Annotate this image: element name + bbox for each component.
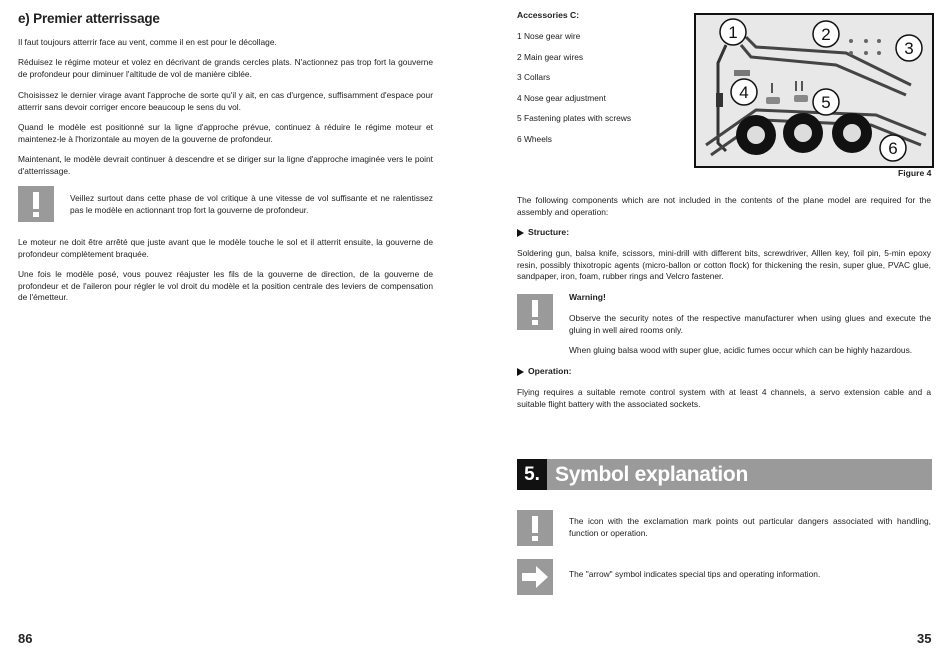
list-item: 4 Nose gear adjustment [517, 92, 606, 103]
figure-caption: Figure 4 [898, 168, 932, 178]
structure-heading [517, 227, 569, 237]
list-item: 6 Wheels [517, 133, 552, 144]
exclamation-icon [517, 510, 553, 546]
accessories-list [517, 31, 687, 155]
list-item: 3 Collars [517, 72, 551, 83]
list-item: 1 Nose gear wire [517, 31, 581, 41]
section-heading: e) Premier atterrissage [18, 11, 160, 26]
paragraph: Maintenant, le modèle devrait continuer à descendre et se diriger sur la ligne d'approche imaginée vers le point d'atterrissage. [18, 154, 433, 176]
section-band [517, 459, 932, 490]
figure-label: 2 [821, 25, 831, 44]
paragraph: Une fois le modèle posé, vous pouvez réajuster les fils de la gouverne de direction, de la gouverne de profondeur et de l'aileron pour régler le vol droit du modèle et la position centrale des leviers de compensation de l'émetteur. [18, 269, 433, 303]
section-number: 5. [517, 459, 547, 490]
arrow-icon [517, 559, 553, 595]
operation-heading [517, 366, 571, 376]
structure-text: Soldering gun, balsa knife, scissors, mini-drill with different bits, screwdriver, Alllen key, foil pin, 5-min epoxy resin, possibly thixotropic agents (micro-ballon or cotton flock) for thickening the resin, super glue, PVAC glue, sandpaper, iron, foam, rubber rings and Velcro fastener. [517, 248, 931, 282]
list-item: 5 Fastening plates with screws [517, 113, 632, 124]
warning-text: Observe the security notes of the respective manufacturer when using glues and execute the gluing in well aired rooms only. [569, 313, 931, 335]
operation-text: Flying requires a suitable remote control system with at least 4 channels, a servo extension cable and a suitable flight battery with the associated sockets. [517, 387, 931, 409]
paragraph: Choisissez le dernier virage avant l'approche de sorte qu'il y ait, en cas d'urgence, suffisamment d'espace pour atterrir sans devoir corriger encore beaucoup le sens du vol. [18, 90, 433, 112]
symbol-explanation-text: The "arrow" symbol indicates special tips and operating information. [569, 569, 821, 579]
figure-label: 3 [904, 39, 914, 58]
landing-gear-parts-illustration [696, 15, 932, 166]
exclamation-icon [517, 294, 553, 330]
figure-label: 1 [728, 23, 738, 42]
structure-title: Structure: [528, 227, 570, 237]
arrow-right-icon [517, 559, 553, 595]
figure-label: 5 [821, 93, 831, 112]
operation-title: Operation: [528, 366, 572, 376]
components-intro: The following components which are not included in the contents of the plane model are required for the assembly and operation: [517, 195, 931, 217]
figure-label: 6 [888, 139, 898, 158]
triangle-bullet-icon [517, 229, 524, 237]
section-title: Symbol explanation [555, 463, 748, 486]
figure-4-image [694, 13, 934, 168]
warning-text: Veillez surtout dans cette phase de vol critique à une vitesse de vol suffisante et ne ralentissez pas le modèle en actionnant trop fort la gouverne de profondeur. [70, 193, 433, 215]
paragraph: Il faut toujours atterrir face au vent, comme il en est pour le décollage. [18, 37, 277, 47]
warning-title: Warning! [569, 292, 606, 302]
symbol-explanation-text: The icon with the exclamation mark points out particular dangers associated with handling, function or operation. [569, 516, 931, 538]
list-item: 2 Main gear wires [517, 51, 584, 62]
figure-label: 4 [739, 83, 749, 102]
page-number: 86 [18, 631, 33, 646]
warning-text: When gluing balsa wood with super glue, acidic fumes occur which can be highly hazardous. [569, 345, 913, 355]
paragraph: Le moteur ne doit être arrêté que juste avant que le modèle touche le sol et il atterrit ensuite, la gouverne de profondeur complètement braquée. [18, 237, 433, 259]
page-number: 35 [917, 631, 932, 646]
triangle-bullet-icon [517, 368, 524, 376]
exclamation-icon [18, 186, 54, 222]
paragraph: Quand le modèle est positionné sur la ligne d'approche prévue, continuez à réduire le régime moteur et maintenez-le à l'horizontale au moyen de la gouverne de profondeur. [18, 122, 433, 144]
accessories-title: Accessories C: [517, 10, 580, 20]
paragraph: Réduisez le régime moteur et volez en décrivant de grands cercles plats. N'actionnez pas trop fort la gouverne de profondeur pour diminuer l'altitude de vol de manière ciblée. [18, 57, 433, 79]
